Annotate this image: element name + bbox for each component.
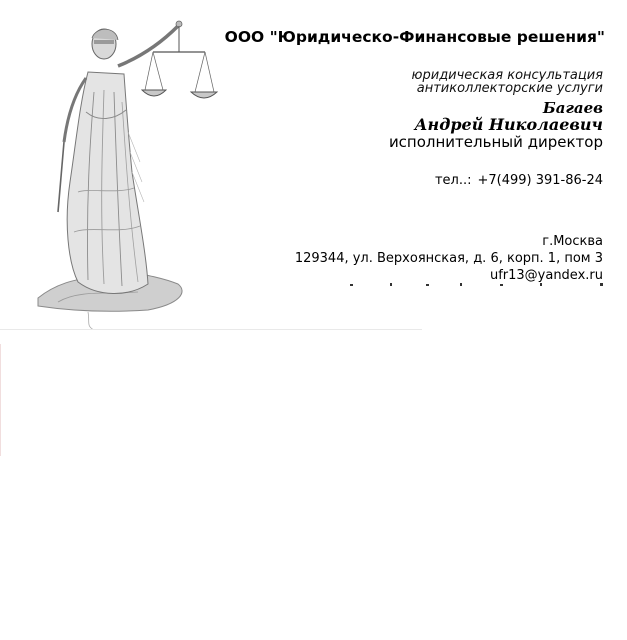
address-block	[295, 233, 603, 284]
left-edge-mark	[0, 344, 1, 456]
street-address: 129344, ул. Верхоянская, д. 6, корп. 1, пом 3	[294, 251, 603, 266]
service-item: антиколлекторские услуги	[416, 81, 603, 96]
company-name: ООО "Юридическо-Финансовые решения"	[224, 28, 605, 46]
services-list	[412, 69, 603, 95]
person-surname: Багаев	[542, 99, 603, 117]
card-bottom-edge	[0, 329, 422, 330]
themis-statue-icon	[28, 12, 228, 330]
person-full-name: Андрей Николаевич	[414, 115, 603, 134]
phone-label: тел..:	[434, 173, 472, 188]
person-position: исполнительный директор	[388, 133, 603, 151]
phone-number: +7(499) 391-86-24	[477, 173, 603, 188]
email-address: ufr13@yandex.ru	[489, 268, 603, 283]
phone-line	[435, 173, 603, 188]
city: г.Москва	[542, 234, 603, 249]
cropped-text-line	[350, 283, 605, 287]
service-item: юридическая консультация	[411, 68, 603, 83]
